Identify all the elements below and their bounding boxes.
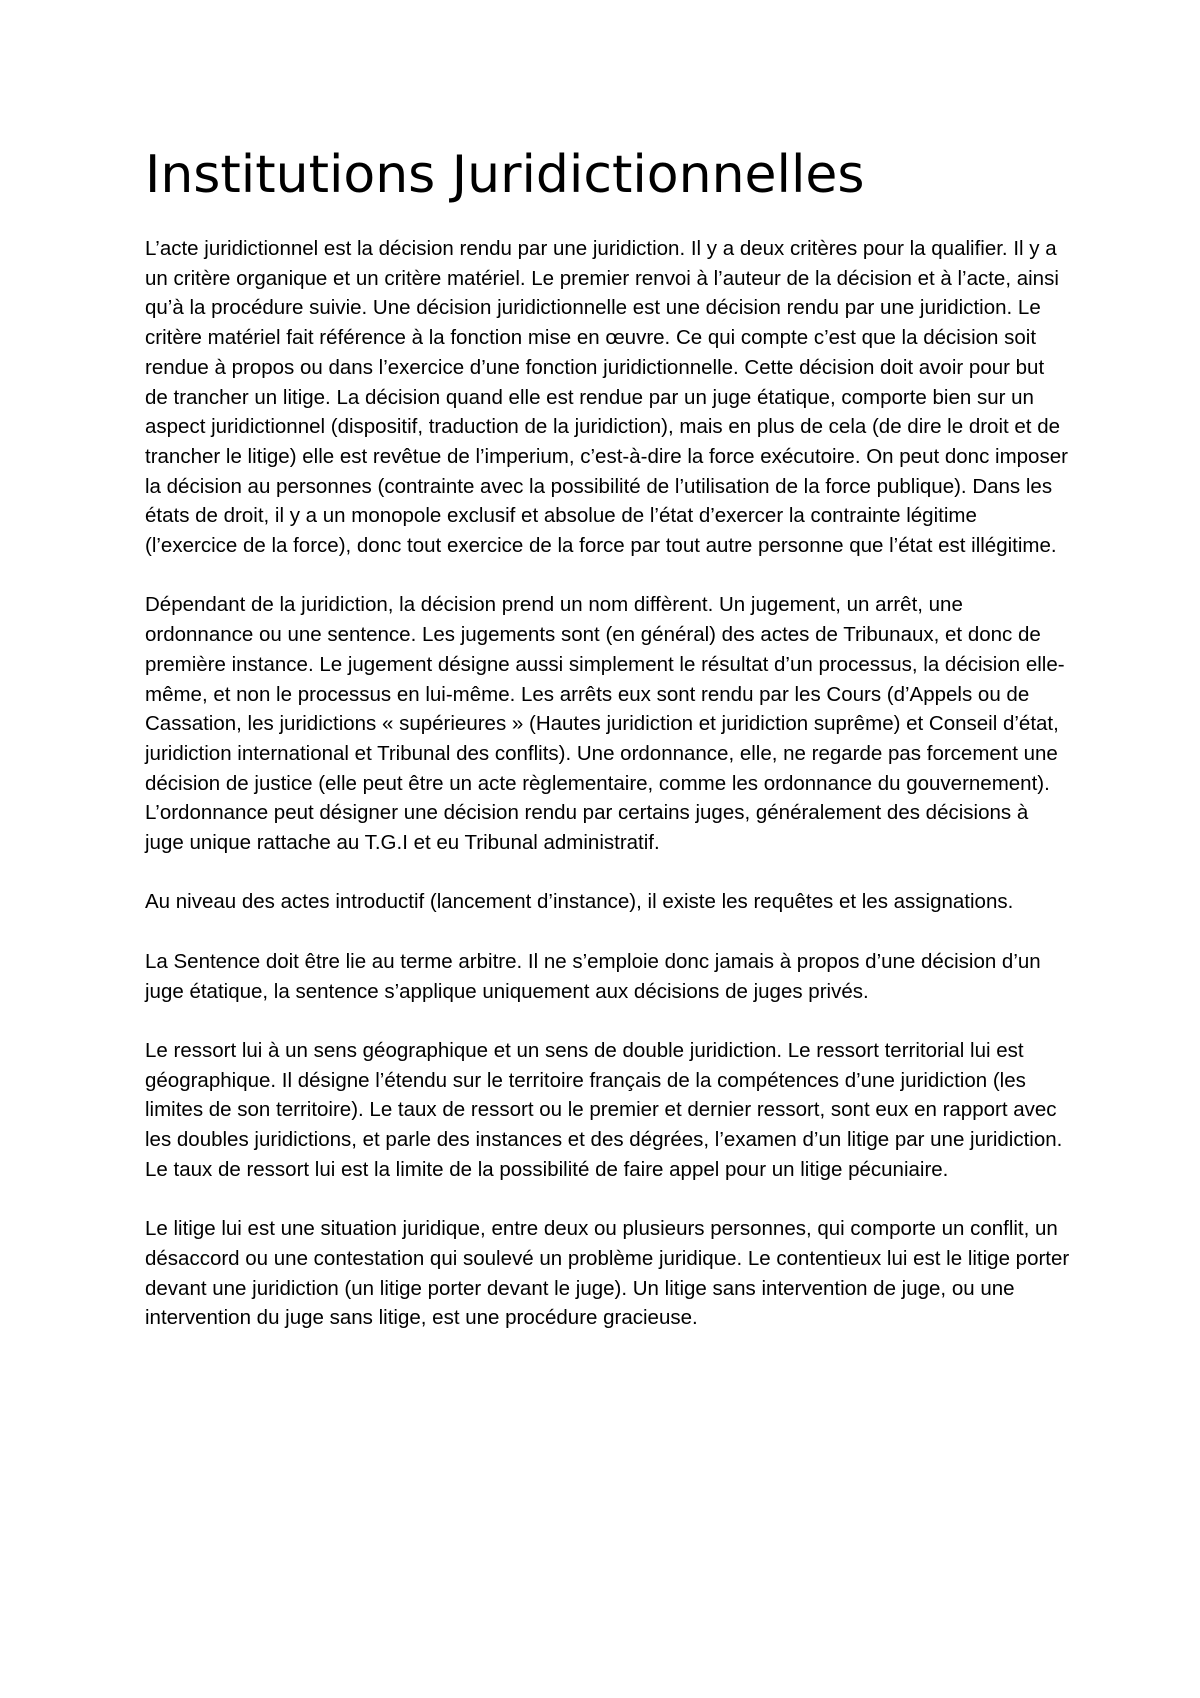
paragraph-ressort: Le ressort lui à un sens géographique et un sens de double juridiction. Le ressort territorial lui est géographique. Il désigne l’étendu sur le territoire français de la compétences d’une juridiction (les limites de son territoire). Le taux de ressort ou le premier et dernier ressort, sont eux en rapport avec les doubles juridictions, et parle des instances et des dégrées, l’examen d’un litige par une juridiction. Le taux de ressort lui est la limite de la possibilité de faire appel pour un litige pécuniaire. [145, 1038, 1063, 1181]
document-page [145, 140, 1070, 1363]
paragraph-actes-introductifs: Au niveau des actes introductif (lancement d’instance), il existe les requêtes et les assignations. [145, 890, 1014, 914]
paragraph-nom-decision: Dépendant de la juridiction, la décision prend un nom diffèrent. Un jugement, un arrêt, une ordonnance ou une sentence. Les jugements sont (en général) des actes de Tribunaux, et donc de première instance. Le jugement désigne aussi simplement le résultat d’un processus, la décision elle-même, et non le processus en lui-même. Les arrêts eux sont rendu par les Cours (d’Appels ou de Cassation, les juridictions « supérieures » (Hautes juridiction et juridiction suprême) et Conseil d’état, juridiction international et Tribunal des conflits). Une ordonnance, elle, ne regarde pas forcement une décision de justice (elle peut être un acte règlementaire, comme les ordonnance du gouvernement). L’ordonnance peut désigner une décision rendu par certains juges, généralement des décisions à juge unique rattache au T.G.I et eu Tribunal administratif. [145, 593, 1065, 855]
document-title: Institutions Juridictionnelles [145, 145, 865, 205]
paragraph-acte-juridictionnel: L’acte juridictionnel est la décision rendu par une juridiction. Il y a deux critères pour la qualifier. Il y a un critère organique et un critère matériel. Le premier renvoi à l’auteur de la décision et à l’acte, ainsi qu’à la procédure suivie. Une décision juridictionnelle est une décision rendu par une juridiction. Le critère matériel fait référence à la fonction mise en œuvre. Ce qui compte c’est que la décision soit rendue à propos ou dans l’exercice d’une fonction juridictionnelle. Cette décision doit avoir pour but de trancher un litige. La décision quand elle est rendue par un juge étatique, comporte bien sur un aspect juridictionnel (dispositif, traduction de la juridiction), mais en plus de cela (de dire le droit et de trancher le litige) elle est revêtue de l’imperium, c’est-à-dire la force exécutoire. On peut donc imposer la décision au personnes (contrainte avec la possibilité de l’utilisation de la force publique). Dans les états de droit, il y a un monopole exclusif et absolue de l’état d’exercer la contrainte légitime (l’exercice de la force), donc tout exercice de la force par tout autre personne que l’état est illégitime. [145, 237, 1068, 558]
paragraph-litige: Le litige lui est une situation juridique, entre deux ou plusieurs personnes, qui comporte un conflit, un désaccord ou une contestation qui soulevé un problème juridique. Le contentieux lui est le litige porter devant une juridiction (un litige porter devant le juge). Un litige sans intervention de juge, ou une intervention du juge sans litige, est une procédure gracieuse. [145, 1217, 1070, 1330]
paragraph-sentence: La Sentence doit être lie au terme arbitre. Il ne s’emploie donc jamais à propos d’une décision d’un juge étatique, la sentence s’applique uniquement aux décisions de juges privés. [145, 949, 1041, 1003]
